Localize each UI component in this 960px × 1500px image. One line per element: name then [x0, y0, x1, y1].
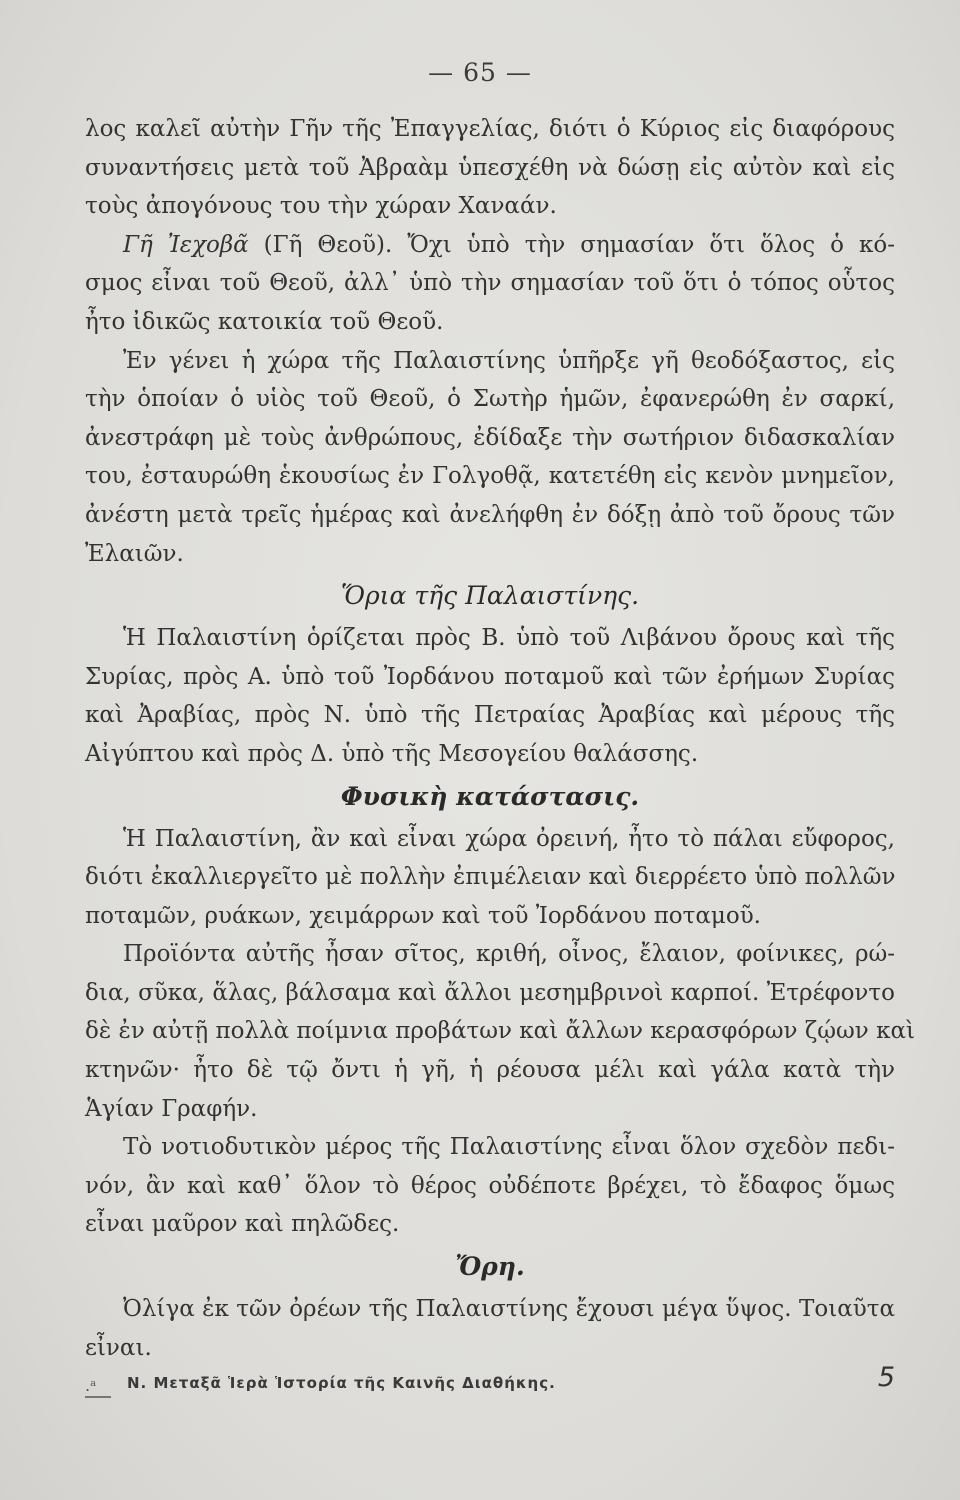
text-line: Ἐλαιῶν. — [85, 540, 184, 567]
text-line: ἀνέστη μετὰ τρεῖς ἡμέρας καὶ ἀνελήφθη ἐν δόξῃ ἀπὸ τοῦ ὄρους τῶν — [85, 501, 895, 528]
section-heading-borders: Ὅρια τῆς Παλαιστίνης. — [340, 581, 640, 611]
text-line: δὲ ἐν αὐτῇ πολλὰ ποίμνια προβάτων καὶ ἄλλων κερασφόρων ζῴων καὶ — [85, 1018, 916, 1045]
text-line: συναντήσεις μετὰ τοῦ Ἀβραὰμ ὑπεσχέθη νὰ δώσῃ εἰς αὐτὸν καὶ εἰς — [85, 154, 895, 181]
text-line: Ὀλίγα ἐκ τῶν ὀρέων τῆς Παλαιστίνης ἔχουσι μέγα ὕψος. Τοιαῦτα — [123, 1296, 895, 1323]
text-line: Ἐν γένει ἡ χώρα τῆς Παλαιστίνης ὑπῆρξε γῆ θεοδόξαστος, εἰς — [123, 347, 895, 374]
text-line — [85, 226, 895, 265]
text-line: κτηνῶν· ἦτο δὲ τῷ ὄντι ἡ γῆ, ἡ ρέουσα μέλι καὶ γάλα κατὰ τὴν — [85, 1057, 895, 1084]
text-line: Ἁγίαν Γραφήν. — [85, 1095, 258, 1122]
text-line: Προϊόντα αὐτῆς ἦσαν σῖτος, κριθή, οἶνος, ἔλαιον, φοίνικες, ρώ- — [123, 941, 895, 968]
text-line: ποταμῶν, ρυάκων, χειμάρρων καὶ τοῦ Ἰορδάνου ποταμοῦ. — [85, 902, 761, 929]
text-line: ἦτο ἰδικῶς κατοικία τοῦ Θεοῦ. — [85, 308, 444, 335]
section-heading-mountains: Ὄρη. — [455, 1252, 525, 1282]
term-jehovah: Γῆ Ἰεχοβᾶ — [123, 231, 249, 258]
text-line-rest: (Γῆ Θεοῦ). Ὄχι ὑπὸ τὴν σημασίαν ὅτι ὅλος ὁ κό- — [248, 231, 895, 258]
text-line: νόν, ἂν καὶ καθ᾽ ὅλον τὸ θέρος οὐδέποτε βρέχει, τὸ ἔδαφος ὅμως — [85, 1172, 895, 1199]
signature-number: 5 — [877, 1362, 895, 1393]
text-line: δια, σῦκα, ἅλας, βάλσαμα καὶ ἄλλοι μεσημβρινοὶ καρποί. Ἐτρέφοντο — [85, 979, 895, 1006]
text-line: τοὺς ἀπογόνους του τὴν χώραν Χαναάν. — [85, 193, 557, 220]
text-line: λος καλεῖ αὐτὴν Γῆν τῆς Ἐπαγγελίας, διότι ὁ Κύριος εἰς διαφόρους — [85, 116, 895, 142]
text-line: Ἡ Παλαιστίνη, ἂν καὶ εἶναι χώρα ὀρεινή, ἦτο τὸ πάλαι εὔφορος, — [123, 825, 895, 852]
footer-mark: .ᵃ — [85, 1376, 97, 1395]
section-heading-physical: Φυσικὴ κατάστασις. — [340, 781, 640, 811]
text-line: σμος εἶναι τοῦ Θεοῦ, ἀλλ᾽ ὑπὸ τὴν σημασίαν τοῦ ὅτι ὁ τόπος οὗτος — [85, 270, 895, 297]
footer-book-title: N. Μεταξᾶ Ἱερὰ Ἱστορία τῆς Καινῆς Διαθήκης. — [127, 1374, 556, 1392]
text-line: Τὸ νοτιοδυτικὸν μέρος τῆς Παλαιστίνης εἶναι ὅλον σχεδὸν πεδι- — [123, 1134, 895, 1161]
text-line: καὶ Ἀραβίας, πρὸς Ν. ὑπὸ τῆς Πετραίας Ἀραβίας καὶ μέρους τῆς — [85, 702, 895, 729]
body-text — [85, 110, 916, 1367]
text-line: Συρίας, πρὸς Α. ὑπὸ τοῦ Ἰορδάνου ποταμοῦ καὶ τῶν ἐρήμων Συρίας — [85, 663, 895, 690]
text-line: εἶναι μαῦρον καὶ πηλῶδες. — [85, 1211, 400, 1238]
text-line: του, ἐσταυρώθη ἑκουσίως ἐν Γολγοθᾷ, κατετέθη εἰς κενὸν μνημεῖον, — [85, 463, 895, 490]
text-line: Αἰγύπτου καὶ πρὸς Δ. ὑπὸ τῆς Μεσογείου θαλάσσης. — [85, 740, 699, 767]
footer-rule — [85, 1396, 111, 1398]
page-number: — 65 — — [428, 58, 532, 87]
text-line: τὴν ὁποίαν ὁ υἱὸς τοῦ Θεοῦ, ὁ Σωτὴρ ἡμῶν, ἐφανερώθη ἐν σαρκί, — [85, 386, 895, 413]
text-line: διότι ἐκαλλιεργεῖτο μὲ πολλὴν ἐπιμέλειαν καὶ διερρέετο ὑπὸ πολλῶν — [85, 864, 896, 891]
page-footer — [85, 1362, 895, 1402]
text-line: ἀνεστράφη μὲ τοὺς ἀνθρώπους, ἐδίδαξε τὴν σωτήριον διδασκαλίαν — [85, 424, 895, 451]
text-line: εἶναι. — [85, 1334, 152, 1361]
text-line: Ἡ Παλαιστίνη ὁρίζεται πρὸς Β. ὑπὸ τοῦ Λιβάνου ὄρους καὶ τῆς — [123, 625, 895, 652]
